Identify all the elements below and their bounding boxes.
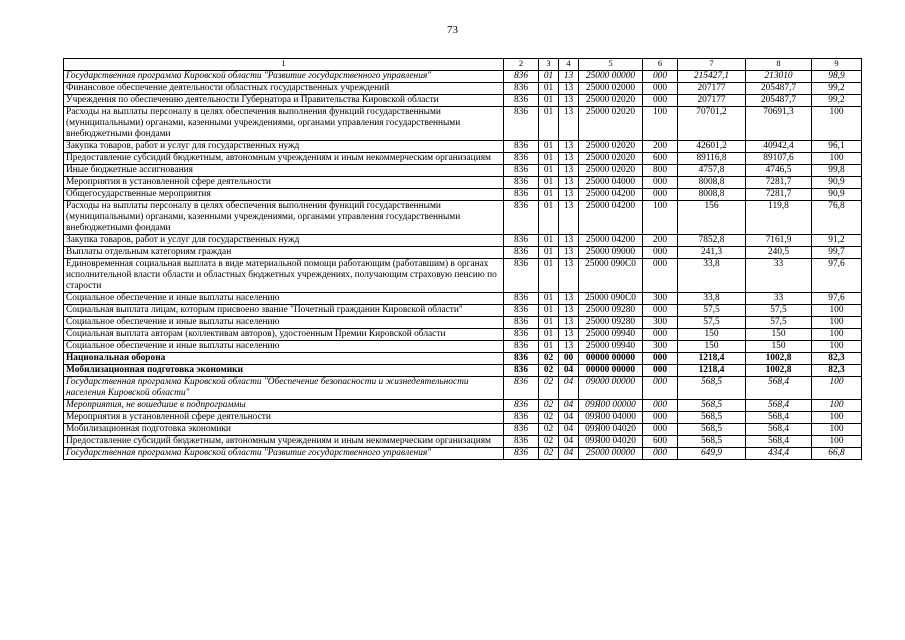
executed-amount: 213010 xyxy=(746,71,812,83)
expense-type-code: 000 xyxy=(643,377,678,400)
subsection-code: 04 xyxy=(559,377,579,400)
executed-amount: 57,5 xyxy=(746,305,812,317)
gov-code: 836 xyxy=(504,141,539,153)
planned-amount: 207177 xyxy=(678,95,746,107)
execution-percent: 100 xyxy=(812,424,862,436)
executed-amount: 568,4 xyxy=(746,377,812,400)
subsection-code: 13 xyxy=(559,235,579,247)
executed-amount: 568,4 xyxy=(746,400,812,412)
executed-amount: 434,4 xyxy=(746,448,812,460)
expense-type-code: 000 xyxy=(643,424,678,436)
gov-code: 836 xyxy=(504,400,539,412)
expense-type-code: 000 xyxy=(643,95,678,107)
budget-table xyxy=(63,58,862,460)
expense-type-code: 000 xyxy=(643,365,678,377)
row-label: Мероприятия, не вошедшие в подпрограммы xyxy=(64,400,504,412)
planned-amount: 568,5 xyxy=(678,412,746,424)
subsection-code: 13 xyxy=(559,247,579,259)
execution-percent: 100 xyxy=(812,107,862,141)
header-cell-9: 9 xyxy=(812,59,862,71)
gov-code: 836 xyxy=(504,436,539,448)
section-code: 01 xyxy=(539,95,559,107)
execution-percent: 90,9 xyxy=(812,189,862,201)
planned-amount: 207177 xyxy=(678,83,746,95)
subsection-code: 13 xyxy=(559,107,579,141)
execution-percent: 66,8 xyxy=(812,448,862,460)
expense-type-code: 800 xyxy=(643,165,678,177)
execution-percent: 100 xyxy=(812,305,862,317)
execution-percent: 97,6 xyxy=(812,293,862,305)
table-row xyxy=(64,189,862,201)
row-label: Социальное обеспечение и иные выплаты населению xyxy=(64,317,504,329)
target-article-code: 25000 00000 xyxy=(579,448,643,460)
section-code: 01 xyxy=(539,341,559,353)
section-code: 01 xyxy=(539,201,559,235)
expense-type-code: 000 xyxy=(643,177,678,189)
target-article-code: 25000 00000 xyxy=(579,71,643,83)
planned-amount: 1218,4 xyxy=(678,365,746,377)
expense-type-code: 200 xyxy=(643,141,678,153)
gov-code: 836 xyxy=(504,247,539,259)
gov-code: 836 xyxy=(504,317,539,329)
header-cell-1: 1 xyxy=(64,59,504,71)
expense-type-code: 600 xyxy=(643,436,678,448)
gov-code: 836 xyxy=(504,448,539,460)
column-number-header-row xyxy=(64,59,862,71)
table-row xyxy=(64,95,862,107)
subsection-code: 13 xyxy=(559,177,579,189)
expense-type-code: 300 xyxy=(643,317,678,329)
target-article-code: 00000 00000 xyxy=(579,353,643,365)
section-code: 02 xyxy=(539,400,559,412)
target-article-code: 25000 02020 xyxy=(579,165,643,177)
section-code: 01 xyxy=(539,329,559,341)
target-article-code: 25000 02020 xyxy=(579,95,643,107)
execution-percent: 97,6 xyxy=(812,259,862,293)
planned-amount: 215427,1 xyxy=(678,71,746,83)
gov-code: 836 xyxy=(504,293,539,305)
table-row xyxy=(64,71,862,83)
subsection-code: 13 xyxy=(559,317,579,329)
expense-type-code: 000 xyxy=(643,400,678,412)
executed-amount: 33 xyxy=(746,293,812,305)
target-article-code: 09Я00 04020 xyxy=(579,436,643,448)
target-article-code: 25000 04200 xyxy=(579,235,643,247)
target-article-code: 25000 09940 xyxy=(579,341,643,353)
header-cell-3: 3 xyxy=(539,59,559,71)
table-row xyxy=(64,83,862,95)
planned-amount: 568,5 xyxy=(678,436,746,448)
executed-amount: 240,5 xyxy=(746,247,812,259)
table-row xyxy=(64,365,862,377)
subsection-code: 13 xyxy=(559,83,579,95)
executed-amount: 119,8 xyxy=(746,201,812,235)
header-cell-7: 7 xyxy=(678,59,746,71)
expense-type-code: 000 xyxy=(643,329,678,341)
target-article-code: 09000 00000 xyxy=(579,377,643,400)
subsection-code: 00 xyxy=(559,353,579,365)
section-code: 01 xyxy=(539,165,559,177)
expense-type-code: 600 xyxy=(643,153,678,165)
table-row xyxy=(64,177,862,189)
target-article-code: 25000 09280 xyxy=(579,305,643,317)
table-row xyxy=(64,412,862,424)
target-article-code: 25000 02020 xyxy=(579,141,643,153)
row-label: Закупка товаров, работ и услуг для государственных нужд xyxy=(64,235,504,247)
row-label: Выплаты отдельным категориям граждан xyxy=(64,247,504,259)
section-code: 02 xyxy=(539,412,559,424)
section-code: 01 xyxy=(539,141,559,153)
target-article-code: 25000 02020 xyxy=(579,107,643,141)
section-code: 01 xyxy=(539,177,559,189)
gov-code: 836 xyxy=(504,71,539,83)
executed-amount: 150 xyxy=(746,329,812,341)
expense-type-code: 100 xyxy=(643,107,678,141)
row-label: Социальное обеспечение и иные выплаты населению xyxy=(64,293,504,305)
gov-code: 836 xyxy=(504,83,539,95)
row-label: Социальная выплата лицам, которым присвоено звание "Почетный гражданин Кировской области" xyxy=(64,305,504,317)
table-row xyxy=(64,448,862,460)
subsection-code: 04 xyxy=(559,424,579,436)
planned-amount: 8008,8 xyxy=(678,189,746,201)
expense-type-code: 000 xyxy=(643,448,678,460)
expense-type-code: 000 xyxy=(643,305,678,317)
section-code: 02 xyxy=(539,424,559,436)
target-article-code: 25000 02000 xyxy=(579,83,643,95)
table-row xyxy=(64,305,862,317)
row-label: Предоставление субсидий бюджетным, автономным учреждениям и иным некоммерческим организациям xyxy=(64,153,504,165)
table-row xyxy=(64,353,862,365)
section-code: 01 xyxy=(539,317,559,329)
row-label: Мероприятия в установленной сфере деятельности xyxy=(64,412,504,424)
table-row xyxy=(64,153,862,165)
section-code: 01 xyxy=(539,107,559,141)
planned-amount: 57,5 xyxy=(678,305,746,317)
table-body xyxy=(64,59,862,460)
section-code: 01 xyxy=(539,305,559,317)
execution-percent: 99,2 xyxy=(812,95,862,107)
section-code: 01 xyxy=(539,71,559,83)
gov-code: 836 xyxy=(504,189,539,201)
table-row xyxy=(64,165,862,177)
section-code: 02 xyxy=(539,377,559,400)
execution-percent: 98,9 xyxy=(812,71,862,83)
executed-amount: 568,4 xyxy=(746,436,812,448)
gov-code: 836 xyxy=(504,424,539,436)
target-article-code: 09Я00 00000 xyxy=(579,400,643,412)
subsection-code: 13 xyxy=(559,293,579,305)
gov-code: 836 xyxy=(504,305,539,317)
execution-percent: 100 xyxy=(812,153,862,165)
table-row xyxy=(64,400,862,412)
row-label: Мобилизационная подготовка экономики xyxy=(64,424,504,436)
table-row xyxy=(64,293,862,305)
row-label: Иные бюджетные ассигнования xyxy=(64,165,504,177)
section-code: 02 xyxy=(539,436,559,448)
expense-type-code: 000 xyxy=(643,247,678,259)
section-code: 02 xyxy=(539,365,559,377)
execution-percent: 82,3 xyxy=(812,365,862,377)
subsection-code: 13 xyxy=(559,153,579,165)
row-label: Государственная программа Кировской области "Развитие государственного управления" xyxy=(64,448,504,460)
table-row xyxy=(64,107,862,141)
table-row xyxy=(64,259,862,293)
executed-amount: 1002,8 xyxy=(746,353,812,365)
row-label: Социальное обеспечение и иные выплаты населению xyxy=(64,341,504,353)
gov-code: 836 xyxy=(504,353,539,365)
table-row xyxy=(64,247,862,259)
planned-amount: 42601,2 xyxy=(678,141,746,153)
row-label: Единовременная социальная выплата в виде материальной помощи работающим (работавшим) в органах исполнительной власти области и областных бюджетных учреждениях, получающим страховую пенсию по старости xyxy=(64,259,504,293)
expense-type-code: 000 xyxy=(643,71,678,83)
target-article-code: 00000 00000 xyxy=(579,365,643,377)
subsection-code: 04 xyxy=(559,365,579,377)
table-row xyxy=(64,377,862,400)
subsection-code: 13 xyxy=(559,341,579,353)
gov-code: 836 xyxy=(504,329,539,341)
target-article-code: 25000 04200 xyxy=(579,201,643,235)
expense-type-code: 200 xyxy=(643,235,678,247)
planned-amount: 33,8 xyxy=(678,259,746,293)
gov-code: 836 xyxy=(504,177,539,189)
gov-code: 836 xyxy=(504,377,539,400)
row-label: Государственная программа Кировской области "Обеспечение безопасности и жизнедеятельности населения Кировской области" xyxy=(64,377,504,400)
table-row xyxy=(64,329,862,341)
executed-amount: 33 xyxy=(746,259,812,293)
subsection-code: 04 xyxy=(559,448,579,460)
planned-amount: 241,3 xyxy=(678,247,746,259)
expense-type-code: 300 xyxy=(643,341,678,353)
planned-amount: 1218,4 xyxy=(678,353,746,365)
executed-amount: 7161,9 xyxy=(746,235,812,247)
row-label: Мобилизационная подготовка экономики xyxy=(64,365,504,377)
executed-amount: 205487,7 xyxy=(746,95,812,107)
execution-percent: 76,8 xyxy=(812,201,862,235)
row-label: Национальная оборона xyxy=(64,353,504,365)
executed-amount: 7281,7 xyxy=(746,189,812,201)
planned-amount: 156 xyxy=(678,201,746,235)
gov-code: 836 xyxy=(504,235,539,247)
target-article-code: 25000 04000 xyxy=(579,177,643,189)
execution-percent: 100 xyxy=(812,341,862,353)
gov-code: 836 xyxy=(504,365,539,377)
row-label: Расходы на выплаты персоналу в целях обеспечения выполнения функций государственными (муниципальными) органами, казенными учреждениями, органами управления государственными внебюджетными фондами xyxy=(64,107,504,141)
row-label: Финансовое обеспечение деятельности областных государственных учреждений xyxy=(64,83,504,95)
executed-amount: 4746,5 xyxy=(746,165,812,177)
header-cell-4: 4 xyxy=(559,59,579,71)
expense-type-code: 300 xyxy=(643,293,678,305)
executed-amount: 1002,8 xyxy=(746,365,812,377)
target-article-code: 25000 02020 xyxy=(579,153,643,165)
executed-amount: 57,5 xyxy=(746,317,812,329)
target-article-code: 25000 09000 xyxy=(579,247,643,259)
section-code: 01 xyxy=(539,153,559,165)
section-code: 01 xyxy=(539,189,559,201)
row-label: Государственная программа Кировской области "Развитие государственного управления" xyxy=(64,71,504,83)
execution-percent: 91,2 xyxy=(812,235,862,247)
planned-amount: 70701,2 xyxy=(678,107,746,141)
table-row xyxy=(64,436,862,448)
subsection-code: 04 xyxy=(559,400,579,412)
execution-percent: 100 xyxy=(812,400,862,412)
planned-amount: 568,5 xyxy=(678,424,746,436)
gov-code: 836 xyxy=(504,412,539,424)
gov-code: 836 xyxy=(504,95,539,107)
subsection-code: 13 xyxy=(559,165,579,177)
execution-percent: 100 xyxy=(812,436,862,448)
execution-percent: 99,7 xyxy=(812,247,862,259)
section-code: 02 xyxy=(539,353,559,365)
gov-code: 836 xyxy=(504,259,539,293)
execution-percent: 100 xyxy=(812,329,862,341)
subsection-code: 13 xyxy=(559,189,579,201)
execution-percent: 90,9 xyxy=(812,177,862,189)
planned-amount: 649,9 xyxy=(678,448,746,460)
expense-type-code: 000 xyxy=(643,189,678,201)
executed-amount: 7281,7 xyxy=(746,177,812,189)
page-number: 73 xyxy=(447,24,458,36)
table-row xyxy=(64,235,862,247)
execution-percent: 99,8 xyxy=(812,165,862,177)
table-row xyxy=(64,341,862,353)
executed-amount: 89107,6 xyxy=(746,153,812,165)
executed-amount: 205487,7 xyxy=(746,83,812,95)
header-cell-6: 6 xyxy=(643,59,678,71)
gov-code: 836 xyxy=(504,153,539,165)
subsection-code: 13 xyxy=(559,141,579,153)
subsection-code: 13 xyxy=(559,329,579,341)
executed-amount: 568,4 xyxy=(746,424,812,436)
target-article-code: 25000 090С0 xyxy=(579,293,643,305)
row-label: Общегосударственные мероприятия xyxy=(64,189,504,201)
subsection-code: 13 xyxy=(559,259,579,293)
execution-percent: 99,2 xyxy=(812,83,862,95)
expense-type-code: 000 xyxy=(643,259,678,293)
row-label: Социальная выплата авторам (коллективам авторов), удостоенным Премии Кировской области xyxy=(64,329,504,341)
planned-amount: 33,8 xyxy=(678,293,746,305)
executed-amount: 568,4 xyxy=(746,412,812,424)
subsection-code: 04 xyxy=(559,412,579,424)
row-label: Предоставление субсидий бюджетным, автономным учреждениям и иным некоммерческим организациям xyxy=(64,436,504,448)
subsection-code: 13 xyxy=(559,71,579,83)
expense-type-code: 000 xyxy=(643,353,678,365)
table-row xyxy=(64,201,862,235)
target-article-code: 25000 090С0 xyxy=(579,259,643,293)
row-label: Закупка товаров, работ и услуг для государственных нужд xyxy=(64,141,504,153)
section-code: 01 xyxy=(539,83,559,95)
section-code: 02 xyxy=(539,448,559,460)
table-row xyxy=(64,317,862,329)
target-article-code: 25000 09940 xyxy=(579,329,643,341)
target-article-code: 25000 04200 xyxy=(579,189,643,201)
row-label: Учреждения по обеспечению деятельности Губернатора и Правительства Кировской области xyxy=(64,95,504,107)
planned-amount: 568,5 xyxy=(678,377,746,400)
gov-code: 836 xyxy=(504,341,539,353)
executed-amount: 150 xyxy=(746,341,812,353)
section-code: 01 xyxy=(539,247,559,259)
table-row xyxy=(64,141,862,153)
target-article-code: 09Я00 04020 xyxy=(579,424,643,436)
gov-code: 836 xyxy=(504,165,539,177)
table-row xyxy=(64,424,862,436)
planned-amount: 4757,8 xyxy=(678,165,746,177)
expense-type-code: 100 xyxy=(643,201,678,235)
row-label: Расходы на выплаты персоналу в целях обеспечения выполнения функций государственными (муниципальными) органами, казенными учреждениями, органами управления государственными внебюджетными фондами xyxy=(64,201,504,235)
executed-amount: 70691,3 xyxy=(746,107,812,141)
executed-amount: 40942,4 xyxy=(746,141,812,153)
target-article-code: 09Я00 04000 xyxy=(579,412,643,424)
planned-amount: 7852,8 xyxy=(678,235,746,247)
planned-amount: 8008,8 xyxy=(678,177,746,189)
planned-amount: 89116,8 xyxy=(678,153,746,165)
execution-percent: 96,1 xyxy=(812,141,862,153)
expense-type-code: 000 xyxy=(643,412,678,424)
header-cell-8: 8 xyxy=(746,59,812,71)
planned-amount: 150 xyxy=(678,341,746,353)
subsection-code: 13 xyxy=(559,95,579,107)
execution-percent: 100 xyxy=(812,317,862,329)
execution-percent: 82,3 xyxy=(812,353,862,365)
subsection-code: 13 xyxy=(559,201,579,235)
target-article-code: 25000 09280 xyxy=(579,317,643,329)
execution-percent: 100 xyxy=(812,412,862,424)
gov-code: 836 xyxy=(504,201,539,235)
section-code: 01 xyxy=(539,259,559,293)
planned-amount: 57,5 xyxy=(678,317,746,329)
subsection-code: 13 xyxy=(559,305,579,317)
section-code: 01 xyxy=(539,235,559,247)
expense-type-code: 000 xyxy=(643,83,678,95)
section-code: 01 xyxy=(539,293,559,305)
row-label: Мероприятия в установленной сфере деятельности xyxy=(64,177,504,189)
planned-amount: 568,5 xyxy=(678,400,746,412)
subsection-code: 04 xyxy=(559,436,579,448)
header-cell-5: 5 xyxy=(579,59,643,71)
execution-percent: 100 xyxy=(812,377,862,400)
planned-amount: 150 xyxy=(678,329,746,341)
gov-code: 836 xyxy=(504,107,539,141)
header-cell-2: 2 xyxy=(504,59,539,71)
